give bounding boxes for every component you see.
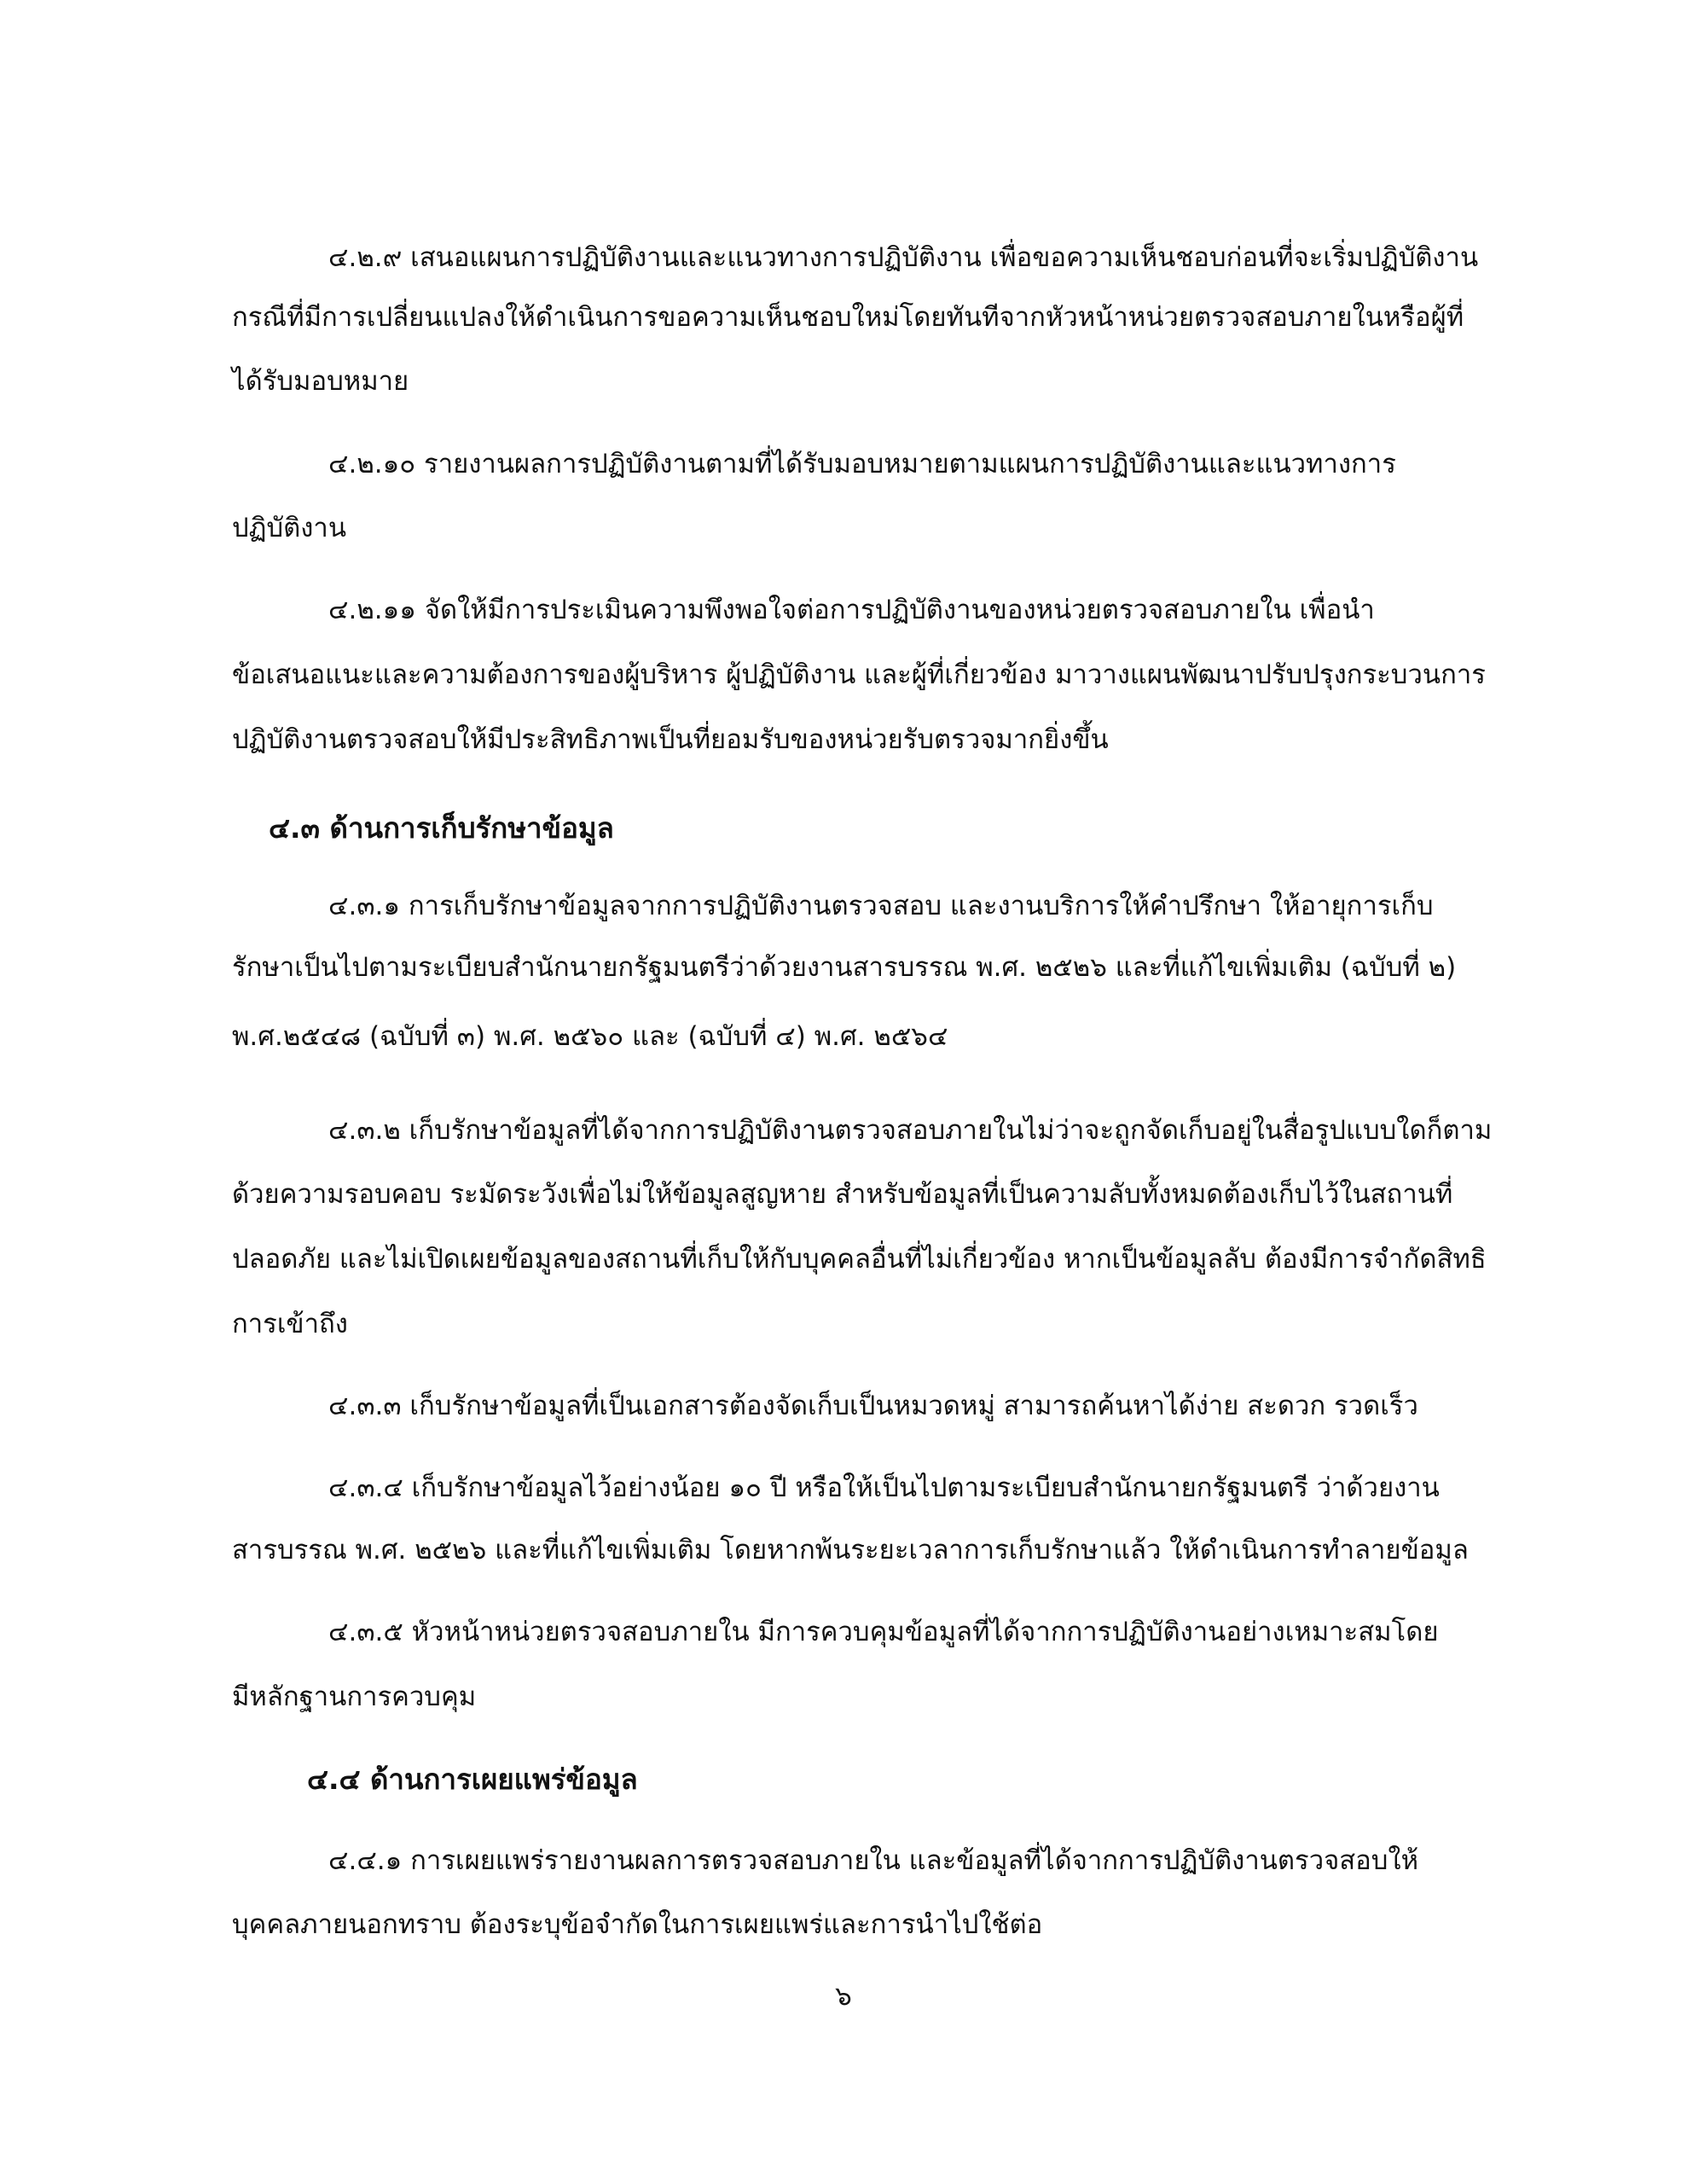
paragraph-4-2-9-line-2: กรณีที่มีการเปลี่ยนแปลงให้ดำเนินการขอความเห็นชอบใหม่โดยทันทีจากหัวหน้าหน่วยตรวจสอบภายในหรือผู้ที่: [232, 301, 1464, 333]
page-number: ๖: [835, 1981, 852, 2012]
paragraph-4-3-4-line-1: ๔.๓.๔ เก็บรักษาข้อมูลไว้อย่างน้อย ๑๐ ปี หรือให้เป็นไปตามระเบียบสำนักนายกรัฐมนตรี ว่าด้วยงาน: [328, 1472, 1440, 1503]
paragraph-4-3-3-line-1: ๔.๓.๓ เก็บรักษาข้อมูลที่เป็นเอกสารต้องจัดเก็บเป็นหมวดหมู่ สามารถค้นหาได้ง่าย สะดวก รวดเร็ว: [328, 1390, 1418, 1421]
paragraph-4-3-2-line-4: การเข้าถึง: [232, 1308, 348, 1339]
paragraph-4-2-11-line-1: ๔.๒.๑๑ จัดให้มีการประเมินความพึงพอใจต่อการปฏิบัติงานของหน่วยตรวจสอบภายใน เพื่อนำ: [328, 594, 1375, 625]
paragraph-4-4-1-line-1: ๔.๔.๑ การเผยแพร่รายงานผลการตรวจสอบภายใน และข้อมูลที่ได้จากการปฏิบัติงานตรวจสอบให้: [328, 1844, 1419, 1876]
paragraph-4-2-9-line-3: ได้รับมอบหมาย: [232, 365, 409, 397]
paragraph-4-2-10-line-2: ปฏิบัติงาน: [232, 512, 347, 543]
paragraph-4-3-5-line-1: ๔.๓.๕ หัวหน้าหน่วยตรวจสอบภายใน มีการควบคุมข้อมูลที่ได้จากการปฏิบัติงานอย่างเหมาะสมโดย: [328, 1616, 1439, 1647]
paragraph-4-2-9-line-1: ๔.๒.๙ เสนอแผนการปฏิบัติงานและแนวทางการปฏิบัติงาน เพื่อขอความเห็นชอบก่อนที่จะเริ่มปฏิบัติงาน: [328, 241, 1479, 273]
paragraph-4-3-2-line-1: ๔.๓.๒ เก็บรักษาข้อมูลที่ได้จากการปฏิบัติงานตรวจสอบภายในไม่ว่าจะถูกจัดเก็บอยู่ในสื่อรูปแบบใดก็ตาม: [328, 1114, 1493, 1146]
section-heading-4-4: ๔.๔ ด้านการเผยแพร่ข้อมูล: [307, 1762, 638, 1796]
paragraph-4-3-4-line-2: สารบรรณ พ.ศ. ๒๕๒๖ และที่แก้ไขเพิ่มเติม โดยหากพ้นระยะเวลาการเก็บรักษาแล้ว ให้ดำเนินการทำลายข้อมูล: [232, 1534, 1469, 1565]
paragraph-4-3-1-line-1: ๔.๓.๑ การเก็บรักษาข้อมูลจากการปฏิบัติงานตรวจสอบ และงานบริการให้คำปรึกษา ให้อายุการเก็บ: [328, 890, 1434, 921]
paragraph-4-2-10-line-1: ๔.๒.๑๐ รายงานผลการปฏิบัติงานตามที่ได้รับมอบหมายตามแผนการปฏิบัติงานและแนวทางการ: [328, 448, 1396, 479]
paragraph-4-3-2-line-2: ด้วยความรอบคอบ ระมัดระวังเพื่อไม่ให้ข้อมูลสูญหาย สำหรับข้อมูลที่เป็นความลับทั้งหมดต้องเก็บไว้ในสถานที่: [232, 1178, 1453, 1210]
paragraph-4-2-11-line-2: ข้อเสนอแนะและความต้องการของผู้บริหาร ผู้ปฏิบัติงาน และผู้ที่เกี่ยวข้อง มาวางแผนพัฒนาปรับปรุงกระบวนการ: [232, 659, 1486, 690]
paragraph-4-3-2-line-3: ปลอดภัย และไม่เปิดเผยข้อมูลของสถานที่เก็บให้กับบุคคลอื่นที่ไม่เกี่ยวข้อง หากเป็นข้อมูลลับ ต้องมีการจำกัดสิทธิ: [232, 1243, 1487, 1275]
paragraph-4-3-5-line-2: มีหลักฐานการควบคุม: [232, 1681, 477, 1712]
paragraph-4-3-1-line-2: รักษาเป็นไปตามระเบียบสำนักนายกรัฐมนตรีว่าด้วยงานสารบรรณ พ.ศ. ๒๕๒๖ และที่แก้ไขเพิ่มเติม (ฉบับที่ ๒): [232, 951, 1457, 983]
paragraph-4-2-11-line-3: ปฏิบัติงานตรวจสอบให้มีประสิทธิภาพเป็นที่ยอมรับของหน่วยรับตรวจมากยิ่งขึ้น: [232, 723, 1109, 755]
paragraph-4-4-1-line-2: บุคคลภายนอกทราบ ต้องระบุข้อจำกัดในการเผยแพร่และการนำไปใช้ต่อ: [232, 1908, 1043, 1940]
section-heading-4-3: ๔.๓ ด้านการเก็บรักษาข้อมูล: [269, 810, 614, 845]
paragraph-4-3-1-line-3: พ.ศ.๒๕๔๘ (ฉบับที่ ๓) พ.ศ. ๒๕๖๐ และ (ฉบับที่ ๔) พ.ศ. ๒๕๖๔: [232, 1020, 948, 1052]
